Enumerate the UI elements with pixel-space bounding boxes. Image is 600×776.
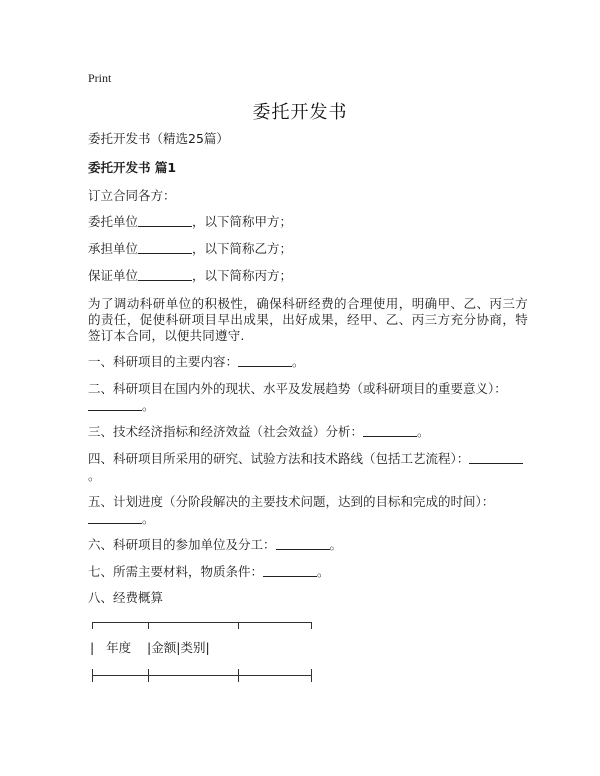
party-b-suffix: ，以下简称乙方；	[192, 241, 293, 256]
document-subtitle: 委托开发书（精选25篇）	[88, 131, 229, 146]
party-b-label: 承担单位	[88, 241, 139, 256]
item-7-text: 七、所需主要材料，物质条件：	[88, 564, 264, 579]
table-bottom-border	[92, 675, 312, 676]
item-2-blank[interactable]	[88, 398, 142, 411]
table-tick	[148, 622, 149, 629]
party-c-blank[interactable]	[138, 268, 192, 281]
item-1	[88, 354, 305, 370]
item-2-text: 二、科研项目在国内外的现状、水平及发展趋势（或科研项目的重要意义）：	[88, 381, 507, 396]
preamble-paragraph: 为了调动科研单位的积极性，确保科研经费的合理使用，明确甲、乙、丙三方的责任，促使科研项目早出成果，出好成果，经甲、乙、丙三方充分协商，特签订本合同，以便共同遵守.	[88, 296, 528, 343]
table-tick	[92, 669, 93, 682]
item-6	[88, 537, 342, 553]
party-b-blank[interactable]	[138, 241, 192, 254]
item-1-end: 。	[292, 354, 305, 369]
item-8	[88, 590, 163, 606]
item-2	[88, 381, 507, 397]
item-1-blank[interactable]	[238, 354, 292, 367]
item-6-end: 。	[329, 537, 343, 552]
item-5-end: 。	[142, 511, 155, 526]
party-c-label: 保证单位	[88, 268, 139, 283]
section-heading: 委托开发书 篇1	[88, 160, 177, 175]
table-tick	[238, 669, 239, 682]
budget-table-header-row: | 年度 |金额|类别|	[90, 640, 210, 655]
item-6-blank[interactable]	[276, 537, 330, 550]
item-4-end: 。	[88, 468, 101, 483]
item-3-blank[interactable]	[363, 424, 417, 437]
item-4-text: 四、科研项目所采用的研究、试验方法和技术路线（包括工艺流程）：	[88, 451, 470, 466]
item-5	[88, 494, 494, 510]
table-tick	[148, 669, 149, 682]
item-7	[88, 564, 330, 580]
item-5-blank[interactable]	[88, 511, 142, 524]
item-8-text: 八、经费概算	[88, 590, 164, 605]
item-7-end: 。	[317, 564, 330, 579]
party-a-blank[interactable]	[138, 214, 192, 227]
item-2-end: 。	[142, 398, 155, 413]
table-tick	[311, 669, 312, 682]
item-5-continuation	[88, 511, 155, 527]
item-4-continuation	[88, 468, 101, 484]
item-3-end: 。	[417, 424, 430, 439]
page-title: 委托开发书	[252, 102, 348, 123]
table-tick	[238, 622, 239, 629]
item-4	[88, 451, 523, 467]
party-c-line	[88, 268, 292, 284]
print-label[interactable]: Print	[88, 71, 112, 85]
item-3-text: 三、技术经济指标和经济效益（社会效益）分析：	[88, 424, 364, 439]
item-2-continuation	[88, 398, 155, 414]
party-a-line	[88, 214, 292, 230]
parties-intro: 订立合同各方：	[88, 188, 176, 203]
item-1-text: 一、科研项目的主要内容：	[88, 354, 239, 369]
party-a-suffix: ，以下简称甲方；	[192, 214, 293, 229]
item-7-blank[interactable]	[263, 564, 317, 577]
party-c-suffix: ，以下简称丙方；	[192, 268, 293, 283]
item-6-text: 六、科研项目的参加单位及分工：	[88, 537, 276, 552]
party-b-line	[88, 241, 292, 257]
table-top-border	[92, 622, 312, 623]
table-tick	[92, 622, 93, 629]
table-tick	[311, 622, 312, 629]
item-4-blank[interactable]	[469, 451, 523, 464]
item-3	[88, 424, 430, 440]
item-5-text: 五、计划进度（分阶段解决的主要技术问题，达到的目标和完成的时间）：	[88, 494, 495, 509]
party-a-label: 委托单位	[88, 214, 139, 229]
